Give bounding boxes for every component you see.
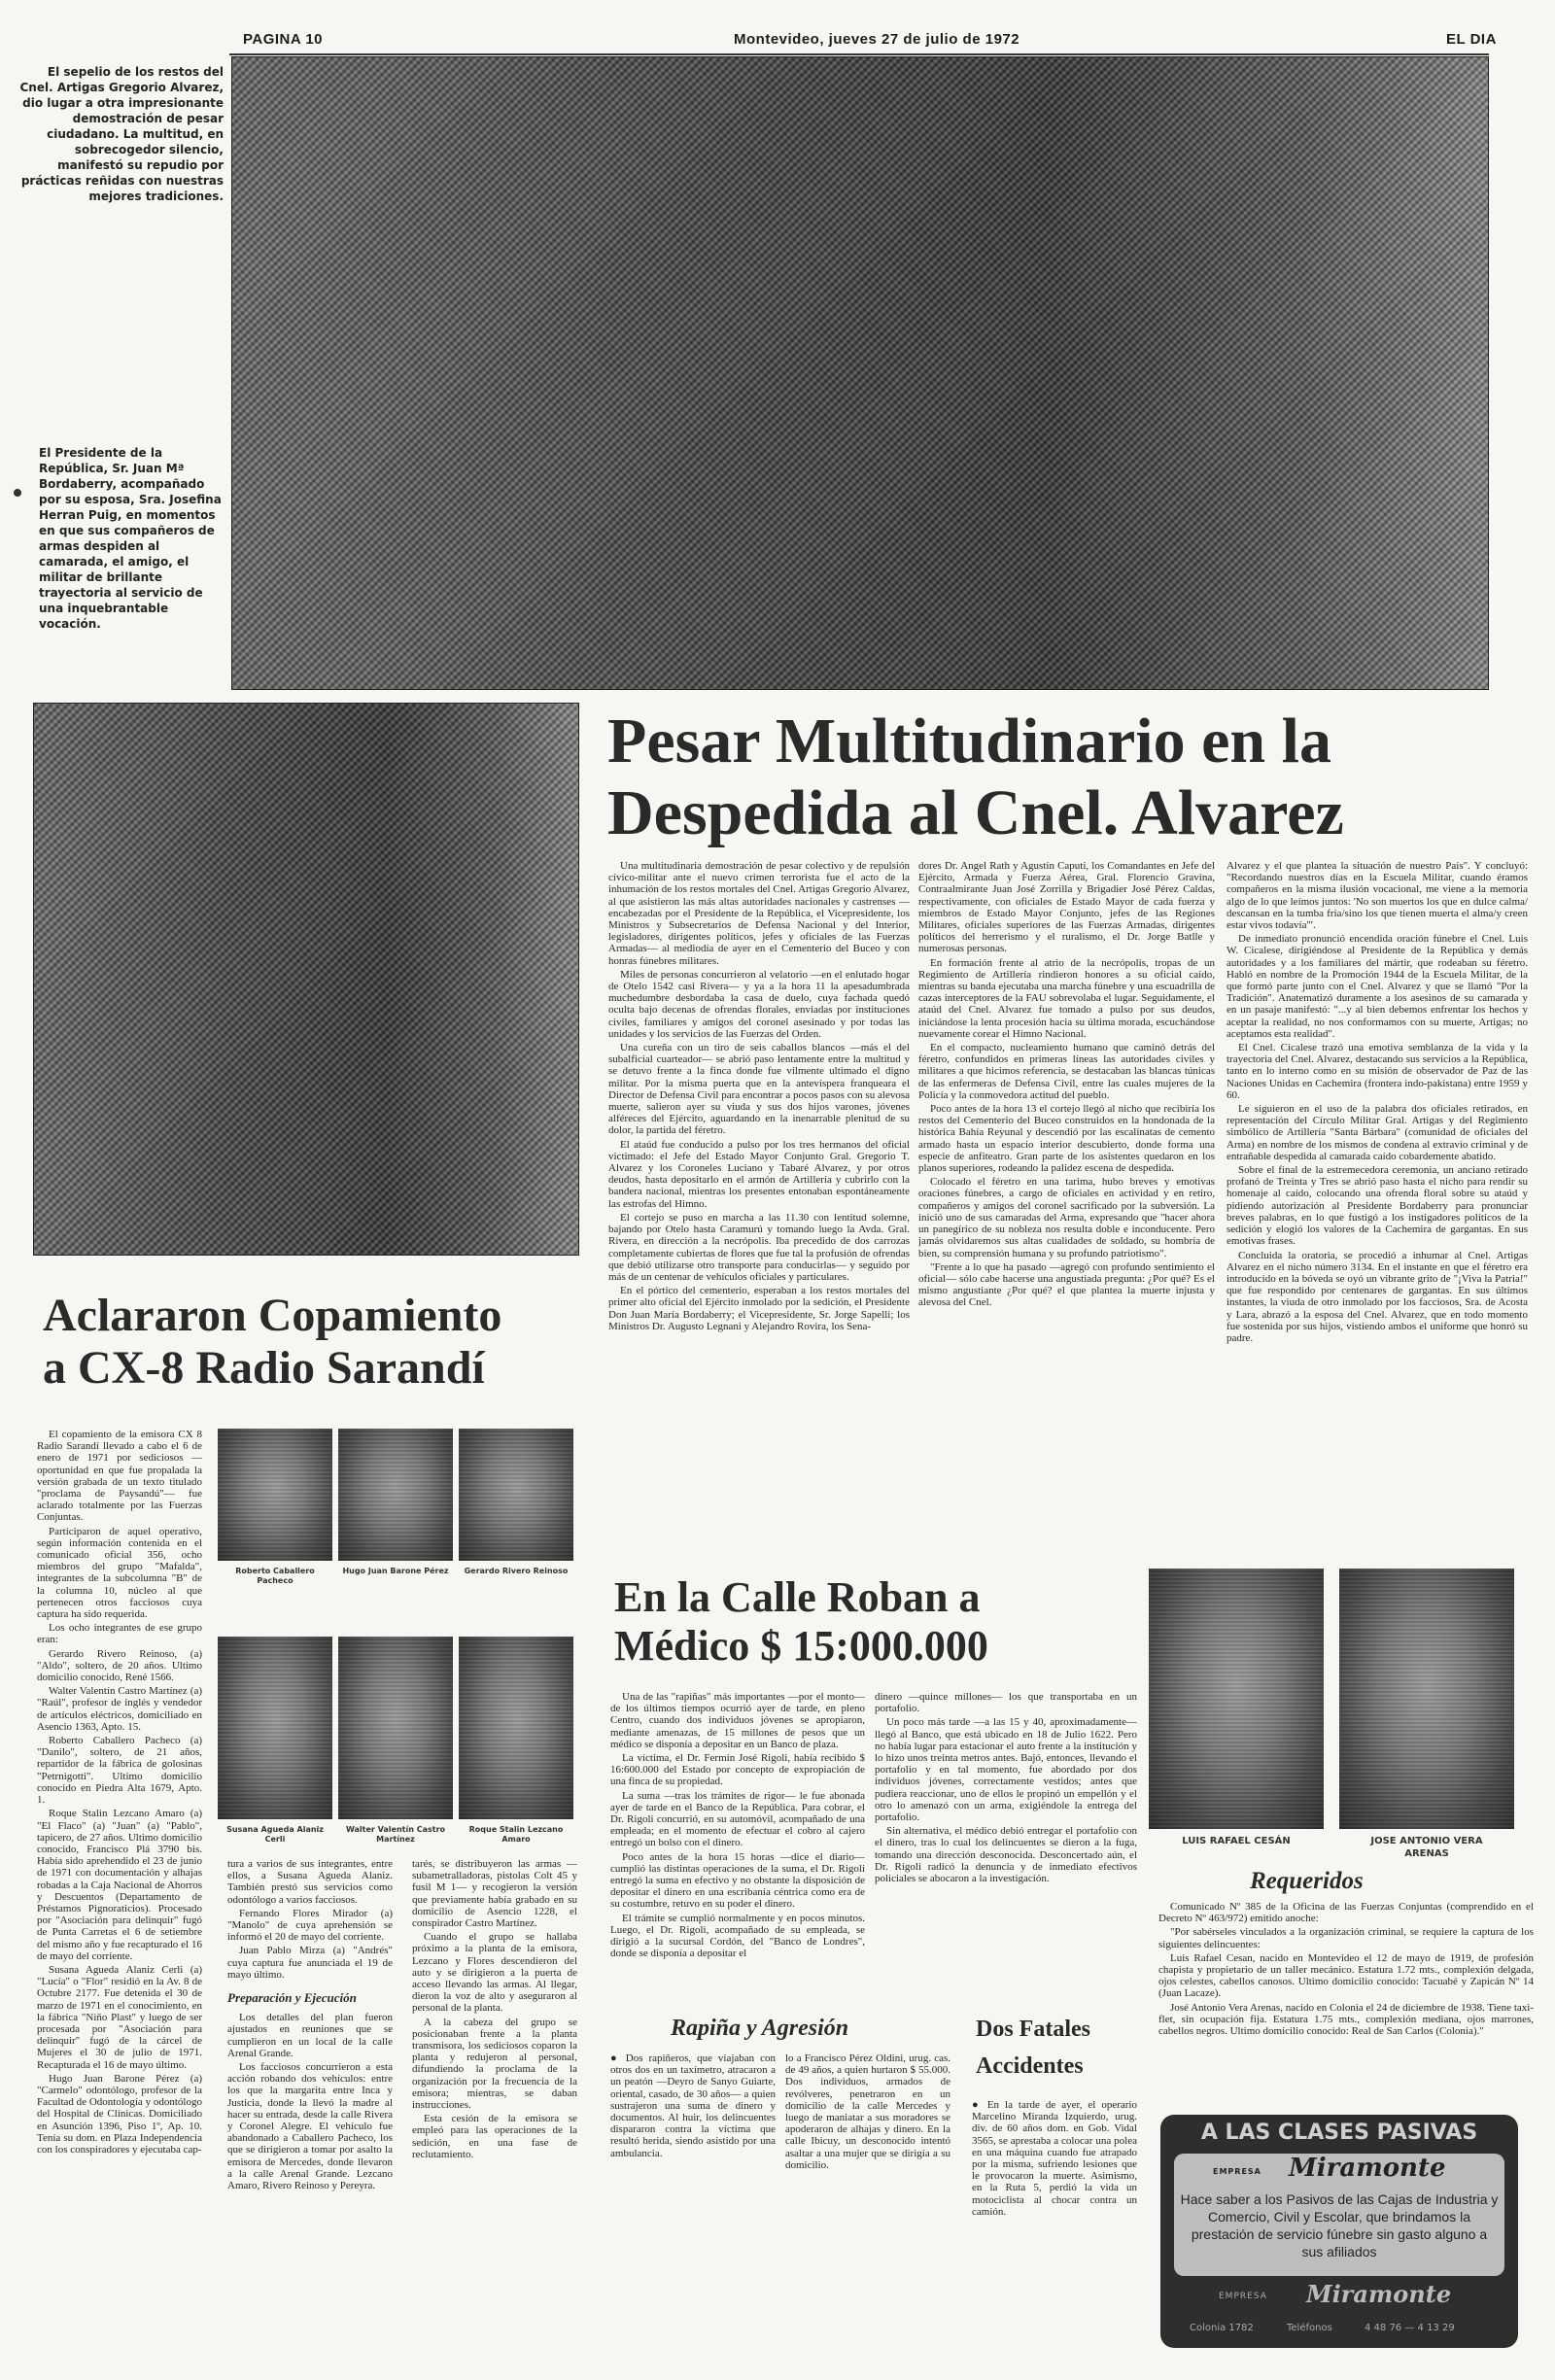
rapina-title: Rapiña y Agresión [671, 2016, 849, 2041]
cx8-subheading: Preparación y Ejecución [227, 1990, 357, 2006]
rapina-col1 [610, 2052, 776, 2373]
robbery-article-col1 [610, 1691, 865, 2006]
paragraph: Sobre el final de la estremecedora ceremonia, un anciano retirado profanó de Treinta y Tres se abrió paso hasta el nicho para rendir su homenaje al caído, colocando una ofrenda floral sobre su ataúd y pidiendo autorización al Presidente Bordaberry para pronunciar breves palabras, en lo que fustigó a los instigadores políticos de la sedición y elogió los valores de la Cachemira de gargantas. En sus emotivas frases. [1227, 1164, 1528, 1248]
paragraph: Luis Rafael Cesan, nacido en Montevideo el 12 de mayo de 1919, de profesión chapista y propietario de un taller mecánico. Estatura 1.72 mts., complexión delgada, ojos celestes, cabellos canosos. Ultimo domicilio conocido: Tacuabé y Zapicán Nº 14 (Juan Lacaze). [1158, 1951, 1534, 2000]
paragraph: Una multitudinaria demostración de pesar colectivo y de repulsión cívico-militar ante el nuevo crimen terrorista fue el acto de la inhumación de los restos mortales del Cnel. Artigas Gregorio Alvarez, al que asistieron las más altas autoridades nacionales y castrenses —encabezadas por el Presidente de la República, el Vicepresidente, los Ministros y Subsecretarios de Defensa Nacional y del Interior, legisladores, dirigentes políticos, jefes y oficiales de las Fuerzas Armadas— al mediodía de ayer en el Cementerio del Buceo y con honras fúnebres militares. [608, 860, 910, 967]
paragraph: Sin alternativa, el médico debió entregar el portafolio con el dinero, tras lo cual los delincuentes se dieron a la fuga, tomando una dirección desconocida. Desconcertado aún, el Dr. Rigoli radicó la denuncia y de inmediato efectivos policiales se abocaron a la investigación. [875, 1825, 1137, 1885]
paragraph: Hugo Juan Barone Pérez (a) "Carmelo" odontólogo, profesor de la Facultad de Odontología y odontólogo del Hospital de Clínicas. Domiciliado en Asunción 1396, Piso 1º, Ap. 10. Tenía su dom. en Plaza Independencia con los conspiradores y ejecutaba cap- [37, 2072, 202, 2156]
paragraph: Poco antes de la hora 13 el cortejo llegó al nicho que recibiría los restos del Cementerio del Buceo construidos en la hondonada de la histórica Bahía Reyunal y descendió por las escalinatas de cemento armado hasta un espacio interior descubierto, donde forma una especie de anfiteatro. Gran parte de los asistentes quedaron en los planos superiores, rodeando la palidez escena de despedida. [918, 1103, 1215, 1175]
paragraph: De inmediato pronunció encendida oración fúnebre el Cnel. Luis W. Cicalese, dirigiéndose al Presidente de la República y demás autoridades y a los familiares del mártir, que rodeaban su féretro. Habló en nombre de la Promoción 1944 de la Escuela Militar, de la que formó parte junto con el Cnel. Alvarez y que se llamó "Por la Tradición". Anatematizó duramente a los asesinos de su camarada y en un pasaje manifestó: "...y al bien debemos enfrentar los hechos y aceptar la realidad, no nos conformamos con su muerte, Artigas; no aceptamos esta realidad". [1227, 933, 1528, 1040]
main-article-col2 [918, 860, 1215, 1540]
paragraph: Le siguieron en el uso de la palabra dos oficiales retirados, en representación del Círculo Militar Gral. Artigas y del Regimiento simbólico de Artillería "Santa Bárbara" (comunidad de oficiales del Arma) en nombre de los mismos de condena al extravío criminal y de entrañable despedida al camarada caído cobardemente abatido. [1227, 1103, 1528, 1162]
main-article-col3 [1227, 860, 1528, 1540]
requeridos-title: Requeridos [1250, 1868, 1364, 1894]
funeral-crowd-photo [231, 56, 1489, 690]
paragraph: Alvarez y el que plantea la situación de nuestro País". Y concluyó: "Recordando nuestros días en la Escuela Militar, cuando éramos compañeros en la misma ilusión vocacional, me viene a la memoria algo de lo que leímos juntos: 'No son muertos los que en dulce calma/ descansan en la tumba fría/sino los que tienen muerta el alma/y creen estar vivos todavía'". [1227, 860, 1528, 932]
cx8-article-col3 [412, 1858, 577, 2371]
paragraph: Miles de personas concurrieron al velatorio —en el enlutado hogar de Otelo 1542 casi Rivera— y ya a la hora 11 la apesadumbrada muchedumbre desbordaba la casa de duelo, cuya fachada quedó oculta bajo decenas de ofrendas florales, enviadas por instituciones civiles, familiares y amigos del coronel asesinado y por todas las unidades y los servicios de las Fuerzas del Orden. [608, 968, 910, 1040]
caption-text: El Presidente de la República, Sr. Juan Mª Bordaberry, acompañado por su esposa, Sra. Josefina Herran Puig, en momentos en que sus compañeros de armas despiden al camarada, el amigo, el militar de brillante trayectoria al servicio de una inquebrantable vocación. [39, 446, 222, 631]
paragraph: Esta cesión de la emisora se empleó para las operaciones de la sedición, en una fase de reclutamiento. [412, 2113, 577, 2160]
main-headline-line1: Pesar Multitudinario en la [607, 706, 1331, 776]
paragraph: En el pórtico del cementerio, esperaban a los restos mortales del primer alto oficial del Ejército inmolado por la sedición, el Presidente Don Juan María Bordaberry; el Vicepresidente, Sr. Jorge Sapelli; los Ministros Dr. Augusto Legnani y Alejandro Rovira, los Sena- [608, 1285, 910, 1332]
rapina-text: Dos rapiñeros, que viajaban con otros dos en un taxímetro, atracaron a un peatón —Deyro de Sanyo Guiarte, oriental, casado, de 30 años— a quien sustrajeron una suma de dinero y documentos. Al huir, los delincuentes dispararon contra la víctima que resultó herida, siendo asistido por una ambulancia. [610, 2052, 776, 2159]
paragraph: Los facciosos concurrieron a esta acción robando dos vehículos: entre los que la margarita entre Inca y Justicia, donde la llevó la madre al hacer su entrada, desde la calle Rivera y Coronel Alegre. El vehículo fue abandonado a Caballero Pacheco, los que se dirigieron a tomar por asalto la emisora de Mercedes, donde llevaron a la calle Arenal Grande. Lezcano Amaro, Rivero Reinoso y Pereyra. [227, 2061, 393, 2192]
portrait-name: Hugo Juan Barone Pérez [342, 1567, 449, 1575]
newspaper-name: EL DIA [1446, 31, 1497, 48]
requerido-portrait-vera [1339, 1569, 1514, 1829]
paragraph: Comunicado Nº 385 de la Oficina de las Fuerzas Conjuntas (comprendido en el Decreto Nº 463/972) emitido anoche: [1158, 1901, 1534, 1925]
paragraph: dinero —quince millones— los que transportaba en un portafolio. [875, 1691, 1137, 1715]
ad-address: Colonia 1782 [1190, 2323, 1254, 2333]
paragraph [972, 2099, 1137, 2218]
paragraph: Poco antes de la hora 15 horas —dice el diario— cumplió las distintas operaciones de la suma, el Dr. Rigoli entregó la suma en efectivo y no obstante la disposición de depositar el dinero en una escribanía céntrica como era de su costumbre, retuvo en su poder el dinero. [610, 1850, 865, 1911]
dateline: Montevideo, jueves 27 de julio de 1972 [734, 31, 1020, 48]
paragraph: La víctima, el Dr. Fermín José Rigoli, había recibido $ 16:600.000 del Estado por concepto de expropiación de una finca de su propiedad. [610, 1752, 865, 1788]
paragraph: El Cnel. Cicalese trazó una emotiva semblanza de la vida y la trayectoria del Cnel. Alvarez, destacando sus servicios a la República, tanto en lo interno como en su misión de observador de Paz de las Naciones Unidas en Cachemira (frontera indo-pakistana) entre 1959 y 60. [1227, 1042, 1528, 1101]
requerido-portrait-cesan [1149, 1569, 1324, 1829]
paragraph: "Frente a lo que ha pasado —agregó con profundo sentimiento el oficial— sólo cabe hacerse una angustiada pregunta: ¿Por qué? Es el mismo angustiante ¿Por qué? el que plantea la muerte injusta y alevosa del Cnel. [918, 1260, 1215, 1309]
ad-footer-empresa: EMPRESA [1219, 2292, 1267, 2301]
cx8-headline [43, 1290, 587, 1394]
portrait-photo [218, 1429, 332, 1561]
paragraph: Fernando Flores Mirador (a) "Manolo" de cuya aprehensión se informó el 20 de mayo del corriente. [227, 1907, 393, 1944]
president-ceremony-photo [33, 703, 579, 1256]
accidentes-text: En la tarde de ayer, el operario Marcelino Miranda Izquierdo, urug. div. de 60 años dom. en Gob. Vidal 3565, se aprestaba a colocar una polea en una máquina cuando fue atrapado por la misma, sufriendo lesiones que le provocaron la muerte. Asimismo, en la Ruta 5, perdió la vida un motociclista al chocar contra un camión. [972, 2099, 1137, 2218]
portrait-name: Susana Agueda Alaniz Cerli [226, 1825, 324, 1844]
cx8-headline-line2: a CX-8 Radio Sarandí [43, 1342, 485, 1394]
cx8-article-col2 [227, 1858, 393, 2371]
ad-message-box [1174, 2154, 1504, 2276]
paragraph: lo a Francisco Pérez Oldini, urug. cas. de 49 años, a quien hurtaron $ 55.000. Dos individuos, armados de revólveres, penetraron en un domicilio de la calle Mercedes y luego de maniatar a sus moradores se apoderaron de alhajas y dinero. En la calle Ibicuy, un desconocido intentó asaltar a una mujer que se dirigía a su domicilio. [785, 2052, 950, 2171]
portrait-photo [338, 1429, 453, 1561]
paragraph: El copamiento de la emisora CX 8 Radio Sarandí llevado a cabo el 6 de enero de 1971 por sediciosos —oportunidad en que fue propalada la versión grabada de un texto titulado "proclama de Paysandú"— fue aclarado totalmente por las Fuerzas Conjuntas. [37, 1429, 202, 1524]
robbery-headline-line2: Médico $ 15:000.000 [614, 1622, 988, 1670]
bullet-icon: ● [610, 2052, 626, 2064]
paragraph: La suma —tras los trámites de rigor— le fue abonada ayer de tarde en el Banco de la República. Para cobrar, el Dr. Rigoli concurrió, en su automóvil, acompañado de una empleada; en el momento de efectuar el cobro al cajero entregó un bolso con el dinero. [610, 1789, 865, 1849]
ad-phones: 4 48 76 — 4 13 29 [1365, 2323, 1455, 2333]
paragraph: Los ocho integrantes de ese grupo eran: [37, 1622, 202, 1646]
paragraph: Walter Valentín Castro Martínez (a) "Raúl", profesor de inglés y vendedor de artículos eléctricos, domiciliado en Asencio 1363, Apto. 15. [37, 1685, 202, 1733]
paragraph: tura a varios de sus integrantes, entre ellos, a Susana Agueda Alaniz. También prestó sus servicios como odontólogo a varios facciosos. [227, 1858, 393, 1906]
paragraph: Roque Stalin Lezcano Amaro (a) "El Flaco" (a) "Juan" (a) "Pablo", tapicero, de 27 años. Ultimo domicilio conocido, Francisco Plá 3790 bis. Había sido aprehendido el 23 de junio de 1971 con documentación y alhajas robadas a la Caja Nacional de Ahorros y Descuentos (Departamento de Préstamos Pignoraticios). Procesado por "Asociación para delinquir" fugó de Punta Carretas el 6 de setiembre del mismo año y fue recapturado el 16 de mayo del corriente. [37, 1808, 202, 1962]
page-number: PAGINA 10 [243, 31, 324, 48]
paragraph: José Antonio Vera Arenas, nacido en Colonia el 24 de diciembre de 1938. Tiene taxi-flet, sin ocupación fija. Estatura 1.75 mts., complexión mediana, ojos marrones, cabellos negros. Ultimo domicilio conocido: Real de San Carlos (Colonia)." [1158, 2001, 1534, 2038]
masthead-rule [229, 53, 1489, 55]
paragraph: tarés, se distribuyeron las armas —subametralladoras, pistolas Colt 45 y fusil M 1— y recogieron la versión que previamente había grabado en su domicilio de Asencio 1228, el conspirador Castro Martínez. [412, 1858, 577, 1930]
paragraph: Una cureña con un tiro de seis caballos blancos —más el del subalficial cuarteador— se abrió paso lentamente entre la multitud y se detuvo frente a la finca donde fue vilmente ultimado el digno militar. Por la misma puerta que en la antevíspera franqueara el Director de Defensa Civil para encontrar a pocos pasos con su alevosa muerte, salieron ayer su viuda y sus dos hijos varones, jóvenes alféreces del Ejército, aguardando en la inenarrable plenitud de su dolor, la partida del féretro. [608, 1042, 910, 1137]
requeridos-body [1158, 1901, 1534, 2107]
paragraph: El trámite se cumplió normalmente y en pocos minutos. Luego, el Dr. Rigoli, acompañado de su empleada, se dirigió a la sucursal Cordón, del "Banco de Londres", donde se disponía a depositar el [610, 1912, 865, 1960]
accidentes-body [972, 2099, 1137, 2373]
ad-brand-logo: Miramonte [1289, 2154, 1446, 2183]
portrait-photo [218, 1637, 332, 1819]
paragraph: Participaron de aquel operativo, según información contenida en el comunicado oficial 356, ocho miembros del grupo "Mafalda", integrantes de la subcolumna "B" de la columna 10, núcleo al que pertenecen otros facciosos cuya captura ha sido requerida. [37, 1525, 202, 1621]
accidentes-title-line1: Dos Fatales [976, 2017, 1090, 2042]
paragraph: Cuando el grupo se hallaba próximo a la planta de la emisora, Lezcano y Flores descendieron del auto y se dirigieron a la puerta de acceso llevando las armas. Al llegar, dieron la voz de alto y aseguraron al personal de la planta. [412, 1931, 577, 2015]
paragraph: "Por sabérseles vinculados a la organización criminal, se requiere la captura de los siguientes delincuentes: [1158, 1926, 1534, 1950]
paragraph: Roberto Caballero Pacheco (a) "Danilo", soltero, de 21 años, repartidor de la fábrica de golosinas "Petrnigotti". Ultimo domicilio conocido en Piedra Alta 1679, Apto. 1. [37, 1735, 202, 1807]
requerido-name: JOSE ANTONIO VERA ARENAS [1370, 1836, 1483, 1859]
portrait-name: Roque Stalin Lezcano Amaro [468, 1825, 564, 1844]
top-photo-caption: El sepelio de los restos del Cnel. Artigas Gregorio Alvarez, dio lugar a otra impresionante demostración de pesar ciudadano. La multitud, en sobrecogedor silencio, manifestó su repudio por prácticas reñidas con nuestras mejores tradiciones. [19, 65, 224, 203]
robbery-headline-line1: En la Calle Roban a [614, 1573, 981, 1621]
paragraph: Los detalles del plan fueron ajustados en reuniones que se cumplieron en un local de la calle Arenal Grande. [227, 2012, 393, 2059]
accidentes-title [976, 2016, 1090, 2080]
paragraph: Gerardo Rivero Reinoso, (a) "Aldo", soltero, de 20 años. Ultimo domicilio conocido, René 1566. [37, 1647, 202, 1684]
portrait-name: Walter Valentín Castro Martínez [345, 1825, 446, 1844]
ad-headline: A LAS CLASES PASIVAS [1200, 2121, 1478, 2145]
paragraph: Juan Pablo Mirza (a) "Andrés" cuya captura fue anunciada el 19 de mayo último. [227, 1945, 393, 1981]
bullet-icon [14, 489, 21, 497]
main-article-col1 [608, 860, 910, 1540]
paragraph: En formación frente al atrio de la necrópolis, tropas de un Regimiento de Artillería rindieron honores a su oficial caído, mientras su banda ejecutaba una marcha fúnebre y una escuadrilla de cazas interceptores de la FAU sobrevolaba el lugar. Seguidamente, el ataúd del Cnel. Alvarez fue tomado a pulso por sus deudos, iniciándose la lenta procesión hacia su última morada, escuchándose nuevamente corear el Himno Nacional. [918, 956, 1215, 1040]
ad-footer-brand: Miramonte [1306, 2280, 1452, 2308]
paragraph: En el compacto, nucleamiento humano que caminó detrás del féretro, confundidos en primeras líneas las autoridades civiles y militares a que hicimos referencia, se destacaban las blancas túnicas de las enfermeras de Defensa Civil, entre las cuales mujeres de la Policía y la conmovedora actitud del pueblo. [918, 1042, 1215, 1101]
portrait-photo [338, 1637, 453, 1819]
paragraph: A la cabeza del grupo se posicionaban frente a la planta transmisora, los sediciosos coparon la planta y redujeron al personal, difundiendo la proclama de la organización por la frecuencia de la emisora; mientras, se daban instrucciones. [412, 2016, 577, 2112]
paragraph: El cortejo se puso en marcha a las 11.30 con lentitud solemne, bajando por Otelo hasta Caramurú y tomando luego la Avda. Gral. Rivera, en dirección a la necrópolis. Iba precedido de dos carrozas completamente cubiertas de flores que fue tal la profusión de ofrendas que debió utilizarse otro transporte para conducirlas— y seguido por más de un centenar de vehículos oficiales y particulares. [608, 1211, 910, 1283]
paragraph [610, 2052, 776, 2159]
requerido-name: LUIS RAFAEL CESÁN [1182, 1836, 1291, 1846]
portrait-photo [459, 1637, 573, 1819]
paragraph: dores Dr. Angel Rath y Agustín Caputi, los Comandantes en Jefe del Ejército, Armada y Fuerza Aérea, Gral. Florencio Gravina, Contraalmirante Juan José Zorrilla y Brigadier José Pérez Caldas, respectivamente, con oficiales de Estado Mayor de cada fuerza y miembros de Estado Mayor Conjunto, jefes de las Regiones Militares, oficiales superiores de las Fuerzas Armadas, dirigentes políticos del herrerismo y el ruralismo, el Dr. Jorge Batlle y numerosas personas. [918, 860, 1215, 955]
rapina-col2 [785, 2052, 950, 2373]
ad-phones-label: Teléfonos [1287, 2323, 1332, 2333]
paragraph: Una de las "rapiñas" más importantes —por el monto— de los últimos tiempos ocurrió ayer de tarde, en pleno Centro, cuando dos individuos jóvenes se apropiaron, mediante amenazas, de 15 millones de pesos que un médico se disponía a depositar en un Banco de plaza. [610, 1691, 865, 1750]
cx8-headline-line1: Aclararon Copamiento [43, 1290, 502, 1341]
president-photo-caption [39, 445, 224, 632]
bullet-icon: ● [972, 2099, 987, 2111]
paragraph: Concluida la oratoria, se procedió a inhumar al Cnel. Artigas Alvarez en el nicho número 3134. En el instante en que el féretro era introducido en la bóveda se oyó un vibrante grito de "¡Viva la Patria!" que fue respondido por centenares de gargantas. En sus últimos instantes, la viuda de otro inmolado por los facciosos, Sra. de Acosta y Lara, abrazó a la esposa del Cnel. Alvarez, que en todo momento fue sostenida por sus hijos, vistiendo ambos el uniforme que honró su padre. [1227, 1249, 1528, 1344]
paragraph: El ataúd fue conducido a pulso por los tres hermanos del oficial victimado: el Jefe del Estado Mayor Conjunto Gral. Gregorio T. Alvarez y los Coroneles Luciano y Tabaré Alvarez, y por otros deudos, hasta depositarlo en el armón de Artillería y cubrirlo con la bandera nacional, mientras los presentes entonaban espontáneamente las estrofas del Himno. [608, 1138, 910, 1210]
cx8-article-col1 [37, 1429, 202, 2371]
accidentes-title-line2: Accidentes [976, 2053, 1084, 2079]
paragraph: Susana Aguedа Alaniz Cerli (a) "Lucía" o "Flor" residió en la Av. 8 de Octubre 2177. Fue detenida el 30 de marzo de 1971 en el conocimiento, en la fábrica "Niño Plast" y luego de ser procesada por "Asociación para delinquir" fugó de la cárcel de Mujeres el 30 de julio de 1971. Recapturada el 16 de mayo último. [37, 1963, 202, 2071]
robbery-article-col2 [875, 1691, 1137, 2006]
robbery-headline [614, 1573, 1139, 1670]
ad-empresa-label: EMPRESA [1213, 2167, 1261, 2176]
miramonte-advertisement [1160, 2115, 1518, 2348]
main-headline [607, 706, 1540, 848]
portrait-photo [459, 1429, 573, 1561]
paragraph: Un poco más tarde —a las 15 y 40, aproximadamente— llegó al Banco, que está ubicado en 18 de Julio 1622. Pero no había lugar para estacionar el auto frente a la institución y lo hizo unos treinta metros antes. Bajó, entonces, llevando el portafolio y en tal momento, fue abordado por dos individuos jóvenes, correctamente vestidos; antes que pudiera reaccionar, uno de ellos le propinó un empellón y el otro lo amenazó con un arma, exigiéndole la entrega del portafolio. [875, 1716, 1137, 1824]
main-headline-line2: Despedida al Cnel. Alvarez [607, 777, 1344, 848]
paragraph: Colocado el féretro en una tarima, hubo breves y emotivas oraciones fúnebres, a cargo de oficiales en actividad y en retiro, compañeros y amigos del coronel sacrificado por la subversión. La inició uno de sus camaradas del Arma, expresando que "hacer ahora un panegírico de su nobleza nos resulta doble e inconducente. Pero jamás olvidaremos sus altas cualidades de soldado, su hombría de bien, su comprensión humana y su profundo patriotismo". [918, 1176, 1215, 1259]
ad-body-text: Hace saber a los Pasivos de las Cajas de Industria y Comercio, Civil y Escolar, que brindamos la prestación de servicio fúnebre sin gasto alguno a sus afiliados [1180, 2191, 1499, 2259]
portrait-name: Roberto Caballero Pacheco [235, 1567, 315, 1585]
portrait-name: Gerardo Rivero Reinoso [464, 1567, 569, 1575]
